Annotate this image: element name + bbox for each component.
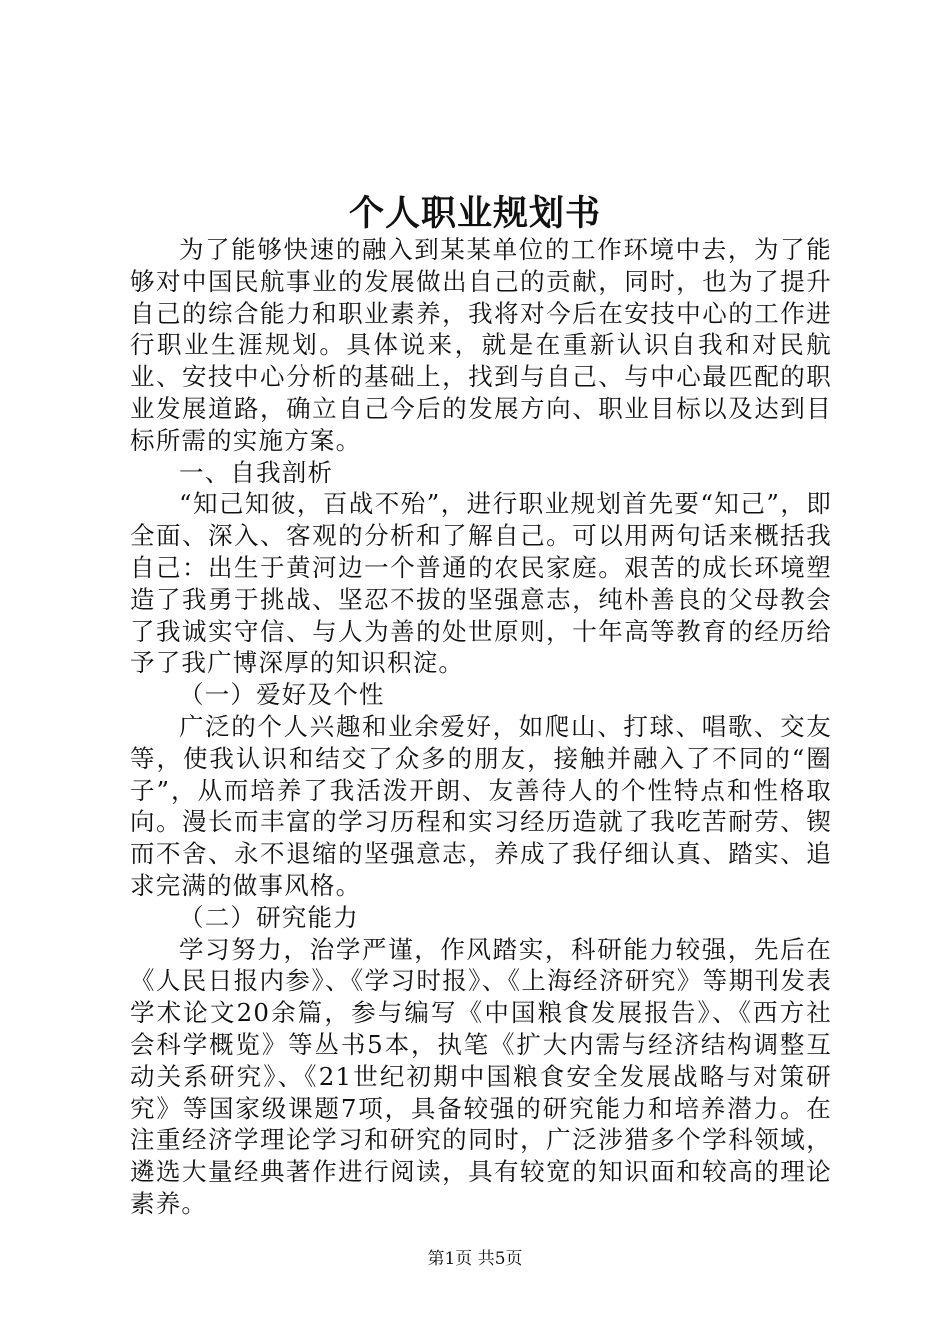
heading-self-analysis: 一、自我剖析 — [179, 457, 334, 487]
document-title: 个人职业规划书 — [348, 193, 601, 234]
page-number-footer: 第1页 共5页 — [427, 1249, 523, 1269]
paragraph-intro: 为了能够快速的融入到某某单位的工作环境中去，为了能够对中国民航事业的发展做出自己的贡献，同时，也为了提升自己的综合能力和职业素养，我将对今后在安技中心的工作进行职业生涯规划。具体说来，就是在重新认识自我和对民航业、安技中心分析的基础上，找到与自己、与中心最匹配的职业发展道路，确立自己今后的发展方向、职业目标以及达到目标所需的实施方案。 — [130, 235, 832, 455]
heading-hobbies-personality: （一）爱好及个性 — [179, 680, 385, 710]
paragraph-research-ability: 学习努力，治学严谨，作风踏实，科研能力较强，先后在《人民日报内参》、《学习时报》、《上海经济研究》等期刊发表学术论文20余篇，参与编写《中国粮食发展报告》、《西方社会科学概览》等丛书5本，执笔《扩大内需与经济结构调整互动关系研究》、《21世纪初期中国粮食安全发展战略与对策研究》等国家级课题7项，具备较强的研究能力和培养潜力。在注重经济学理论学习和研究的同时，广泛涉猎多个学科领域，遴选大量经典著作进行阅读，具有较宽的知识面和较高的理论素养。 — [130, 934, 832, 1218]
document-body — [130, 234, 832, 1220]
paragraph-self-analysis: “知己知彼，百战不殆”，进行职业规划首先要“知己”，即全面、深入、客观的分析和了解自己。可以用两句话来概括我自己：出生于黄河边一个普通的农民家庭。艰苦的成长环境塑造了我勇于挑战、坚忍不拔的坚强意志，纯朴善良的父母教会了我诚实守信、与人为善的处世原则，十年高等教育的经历给予了我广博深厚的知识积淀。 — [130, 489, 832, 678]
heading-research-ability: （二）研究能力 — [179, 902, 359, 932]
paragraph-hobbies-personality: 广泛的个人兴趣和业余爱好，如爬山、打球、唱歌、交友等，使我认识和结交了众多的朋友，接触并融入了不同的“圈子”，从而培养了我活泼开朗、友善待人的个性特点和性格取向。漫长而丰富的学习历程和实习经历造就了我吃苦耐劳、锲而不舍、永不退缩的坚强意志，养成了我仔细认真、踏实、追求完满的做事风格。 — [130, 711, 832, 900]
